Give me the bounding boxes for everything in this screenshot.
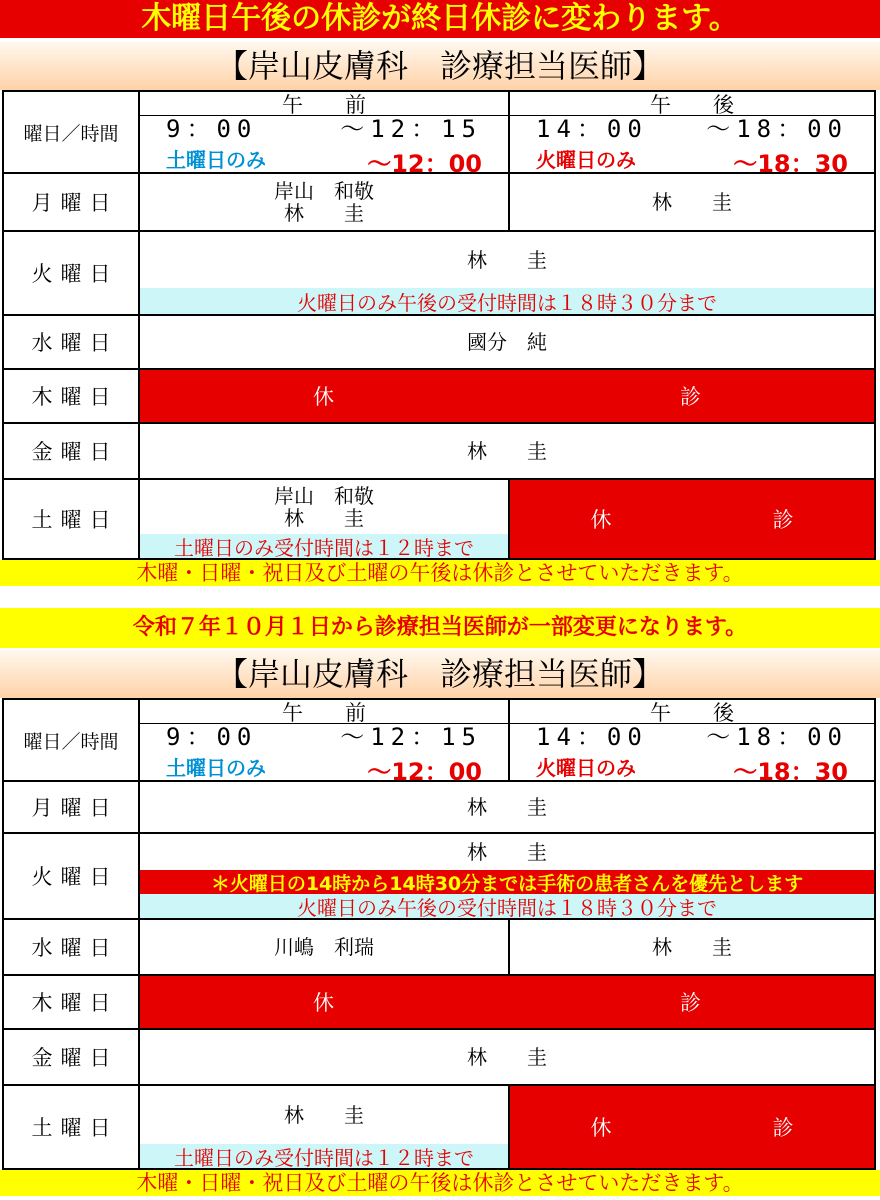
pm-time-start: 14：00 <box>536 723 648 751</box>
section1-table <box>2 90 876 560</box>
tue-all: 林 圭 <box>467 840 547 864</box>
sat-am-doctor-2: 林 圭 <box>284 506 364 530</box>
wed-pm: 林 圭 <box>510 920 874 976</box>
section2-title: 【岸山皮膚科 診療担当医師】 <box>0 650 880 698</box>
sat-am-doctor-1: 岸山 和敬 <box>274 484 374 508</box>
sat-am <box>140 480 510 534</box>
pm-tue-label: 火曜日のみ <box>536 756 636 780</box>
mon-am <box>140 174 510 232</box>
pm-time-start: 14：00 <box>536 115 648 143</box>
am-time-end: ～12：15 <box>340 115 482 143</box>
am-title: 午 前 <box>282 700 366 725</box>
day-wed: 水曜日 <box>4 316 140 370</box>
day-thu: 木曜日 <box>4 370 140 424</box>
mon-am-doctor-1: 岸山 和敬 <box>274 179 374 203</box>
thu-closed-left: 休 <box>313 991 334 1015</box>
pm-tue-time: ～18：30 <box>733 758 848 786</box>
section2-footer: 木曜・日曜・祝日及び土曜の午後は休診とさせていただきます。 <box>0 1170 880 1196</box>
sat-closed-right: 診 <box>772 508 794 532</box>
pm-time-end: ～18：00 <box>706 115 848 143</box>
wed-am: 川嶋 利瑞 <box>140 920 510 976</box>
mon-pm: 林 圭 <box>510 174 874 232</box>
thu-closed-right: 診 <box>680 385 701 409</box>
thu-closed-right: 診 <box>680 991 701 1015</box>
am-time-start: 9：00 <box>166 723 258 751</box>
pm-title: 午 後 <box>650 92 734 117</box>
pm-title: 午 後 <box>650 700 734 725</box>
day-wed: 水曜日 <box>4 920 140 976</box>
am-hours-cell <box>140 115 510 178</box>
day-tue: 火曜日 <box>4 834 140 920</box>
pm-tue-time: ～18：30 <box>733 150 848 178</box>
section2-table <box>2 698 876 1170</box>
am-title: 午 前 <box>282 92 366 117</box>
day-mon: 月曜日 <box>4 782 140 834</box>
fri-all: 林 圭 <box>140 424 874 480</box>
sat-note: 土曜日のみ受付時間は１２時まで <box>140 1144 510 1168</box>
am-sat-label: 土曜日のみ <box>166 148 266 172</box>
day-sat: 土曜日 <box>4 1086 140 1168</box>
day-fri: 金曜日 <box>4 1030 140 1086</box>
day-fri: 金曜日 <box>4 424 140 480</box>
day-thu: 木曜日 <box>4 976 140 1030</box>
sat-closed-left: 休 <box>590 1116 612 1140</box>
day-mon: 月曜日 <box>4 174 140 232</box>
am-time-start: 9：00 <box>166 115 258 143</box>
sat-am: 林 圭 <box>140 1086 510 1144</box>
sat-closed-right: 診 <box>772 1116 794 1140</box>
change-notice: 令和７年１０月１日から診療担当医師が一部変更になります。 <box>0 608 880 648</box>
pm-tue-label: 火曜日のみ <box>536 148 636 172</box>
pm-time-end: ～18：00 <box>706 723 848 751</box>
sat-closed-left: 休 <box>590 508 612 532</box>
thu-closed-left: 休 <box>313 385 334 409</box>
am-sat-label: 土曜日のみ <box>166 756 266 780</box>
sat-pm-closed <box>510 1086 874 1168</box>
header-label: 曜日／時間 <box>4 700 140 782</box>
sat-note: 土曜日のみ受付時間は１２時まで <box>140 534 510 558</box>
pm-hours-cell <box>510 115 874 178</box>
header-label: 曜日／時間 <box>4 92 140 174</box>
thu-closed <box>140 370 874 424</box>
tue-surgery-note: ＊火曜日の14時から14時30分までは手術の患者さんを優先とします <box>140 870 874 894</box>
thu-closed <box>140 976 874 1030</box>
am-sat-time: ～12：00 <box>367 758 482 786</box>
sat-pm-closed <box>510 480 874 558</box>
section1-footer: 木曜・日曜・祝日及び土曜の午後は休診とさせていただきます。 <box>0 560 880 586</box>
am-sat-time: ～12：00 <box>367 150 482 178</box>
mon-am-doctor-2: 林 圭 <box>284 201 364 225</box>
mon-all: 林 圭 <box>140 782 874 834</box>
fri-all: 林 圭 <box>140 1030 874 1086</box>
pm-hours-cell <box>510 723 874 786</box>
tue-note: 火曜日のみ午後の受付時間は１８時３０分まで <box>140 894 874 920</box>
section1-title: 【岸山皮膚科 診療担当医師】 <box>0 42 880 90</box>
am-time-end: ～12：15 <box>340 723 482 751</box>
tue-note: 火曜日のみ午後の受付時間は１８時３０分まで <box>140 288 874 316</box>
day-tue: 火曜日 <box>4 232 140 316</box>
wed-all: 國分 純 <box>140 316 874 370</box>
top-banner: 木曜日午後の休診が終日休診に変わります。 <box>0 0 880 38</box>
day-sat: 土曜日 <box>4 480 140 558</box>
tue-all: 林 圭 <box>467 248 547 272</box>
am-hours-cell <box>140 723 510 786</box>
